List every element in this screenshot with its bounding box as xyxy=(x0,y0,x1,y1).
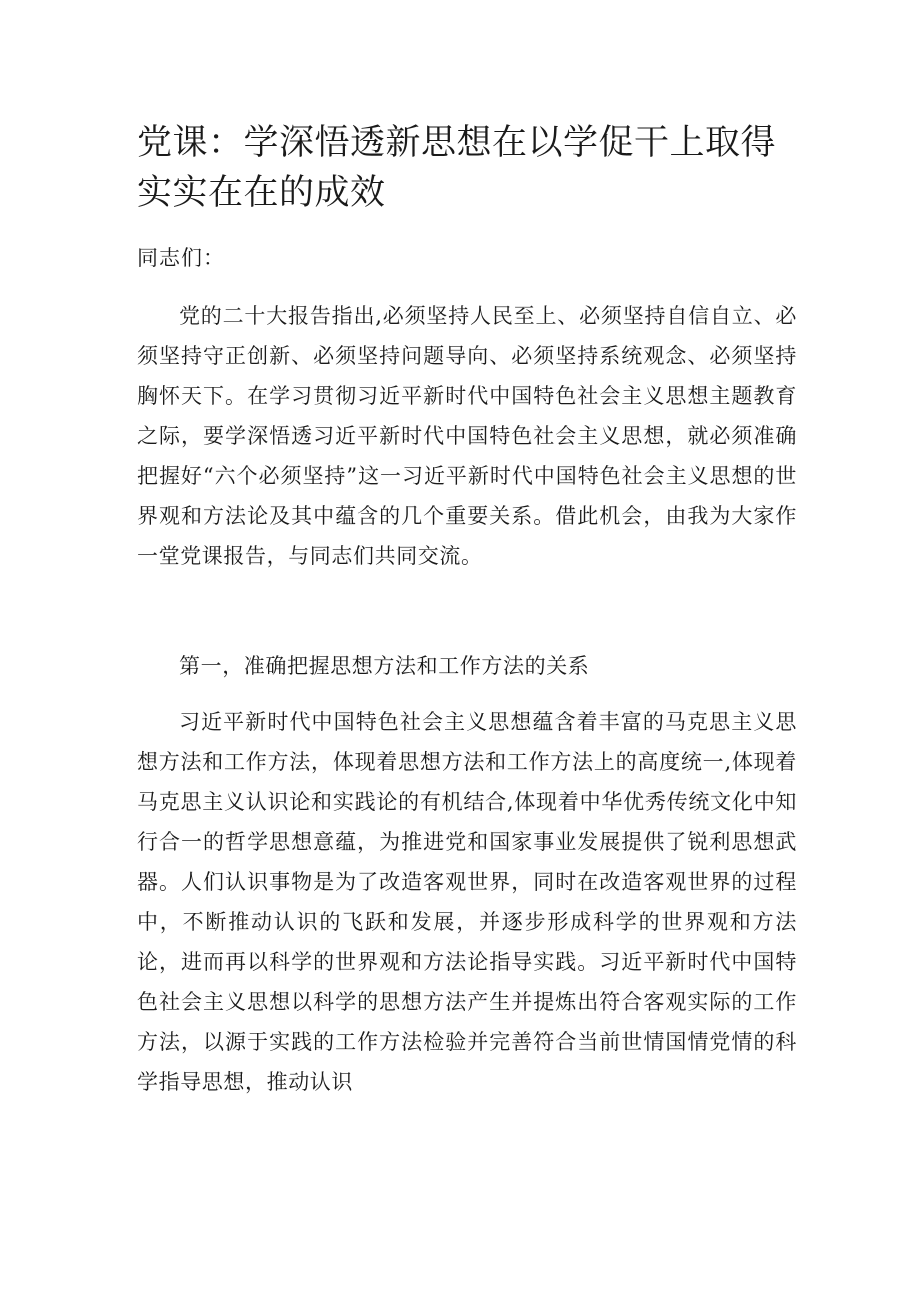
body-paragraph-2: 习近平新时代中国特色社会主义思想蕴含着丰富的马克思主义思想方法和工作方法，体现着思想方法和工作方法上的高度统一,体现着马克思主义认识论和实践论的有机结合,体现着中华优秀传统文化中知行合一的哲学思想意蕴，为推进党和国家事业发展提供了锐利思想武器。人们认识事物是为了改造客观世界，同时在改造客观世界的过程中，不断推动认识的飞跃和发展，并逐步形成科学的世界观和方法论，进而再以科学的世界观和方法论指导实践。习近平新时代中国特色社会主义思想以科学的思想方法产生并提炼出符合客观实际的工作方法，以源于实践的工作方法检验并完善符合当前世情国情党情的科学指导思想，推动认识 xyxy=(137,710,797,1094)
body-paragraph-1: 党的二十大报告指出,必须坚持人民至上、必须坚持自信自立、必须坚持守正创新、必须坚持问题导向、必须坚持系统观念、必须坚持胸怀天下。在学习贯彻习近平新时代中国特色社会主义思想主题教育之际，要学深悟透习近平新时代中国特色社会主义思想，就必须准确把握好“六个必须坚持”这一习近平新时代中国特色社会主义思想的世界观和方法论及其中蕴含的几个重要关系。借此机会，由我为大家作一堂党课报告，与同志们共同交流。 xyxy=(137,304,797,568)
salutation: 同志们： xyxy=(137,246,225,270)
section-heading: 第一，准确把握思想方法和工作方法的关系 xyxy=(179,654,590,678)
document-title: 党课：学深悟透新思想在以学促干上取得实实在在的成效 xyxy=(137,123,777,213)
